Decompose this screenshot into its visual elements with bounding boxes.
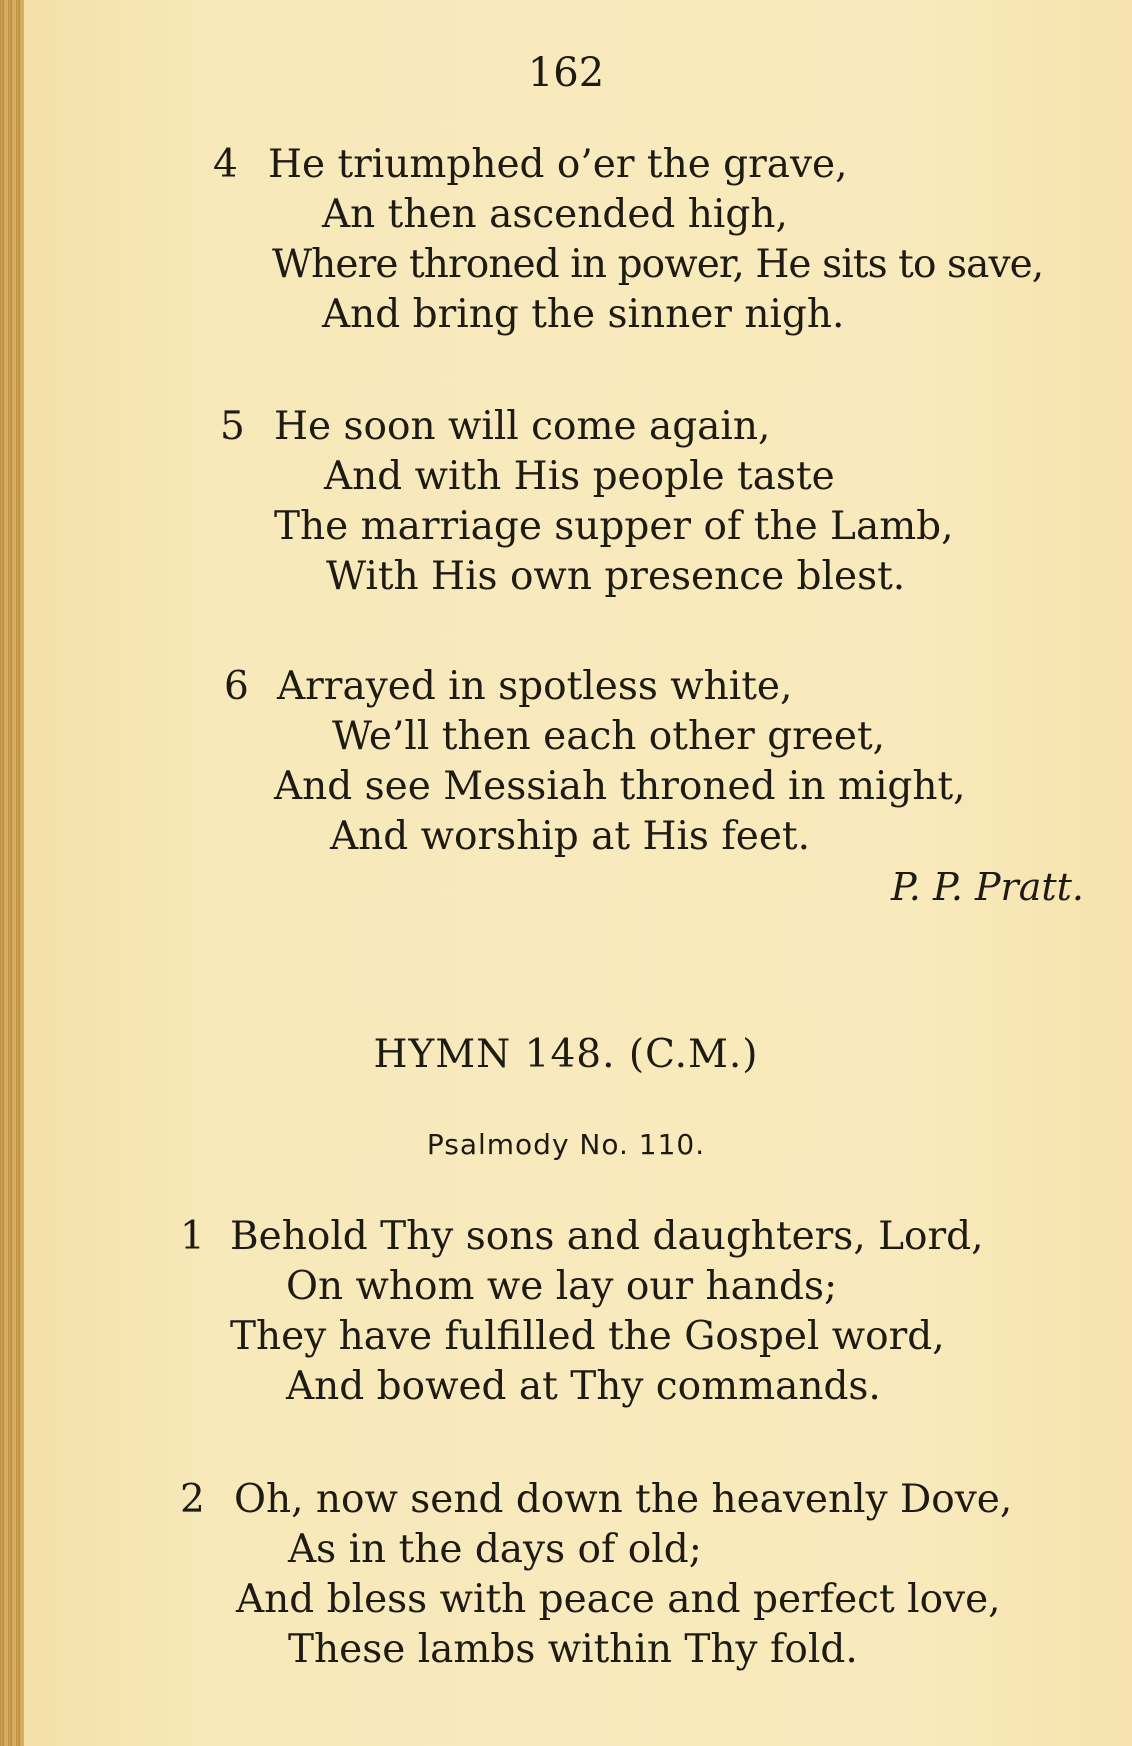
author-attribution: P. P. Pratt. [890,865,1084,909]
verse-line: And bless with peace and perfect love, [236,1577,1001,1622]
verse-line: And with His people taste [324,454,835,499]
verse-line: Oh, now send down the heavenly Dove, [234,1477,1013,1522]
verse-line: And bowed at Thy commands. [286,1364,881,1409]
tune-reference: Psalmody No. 110. [426,1128,706,1161]
verse-line: He triumphed o’er the grave, [268,142,848,187]
verse-line: On whom we lay our hands; [286,1264,838,1309]
verse-number: 4 [213,142,238,187]
book-spine-edge [0,0,24,1746]
verse-line: He soon will come again, [274,404,771,449]
verse-line: And worship at His feet. [330,814,810,859]
verse-line: Arrayed in spotless white, [277,664,793,709]
verse-line: They have fulfilled the Gospel word, [230,1314,945,1359]
verse-line: With His own presence blest. [326,554,906,599]
page-number: 162 [527,50,605,96]
verse-line: We’ll then each other greet, [332,714,886,759]
verse-line: Where throned in power, He sits to save, [272,242,1044,287]
verse-line: These lambs within Thy fold. [288,1627,858,1672]
verse-line: Behold Thy sons and daughters, Lord, [230,1214,984,1259]
verse-number: 1 [180,1214,205,1259]
verse-line: And bring the sinner nigh. [322,292,845,337]
verse-number: 5 [220,404,245,449]
verse-number: 2 [180,1477,205,1522]
verse-line: As in the days of old; [288,1527,702,1572]
verse-line: And see Messiah throned in might, [274,764,966,809]
verse-line: The marriage supper of the Lamb, [274,504,954,549]
verse-line: An then ascended high, [322,192,788,237]
hymn-title: HYMN 148. (C.M.) [373,1032,759,1077]
verse-number: 6 [224,664,249,709]
